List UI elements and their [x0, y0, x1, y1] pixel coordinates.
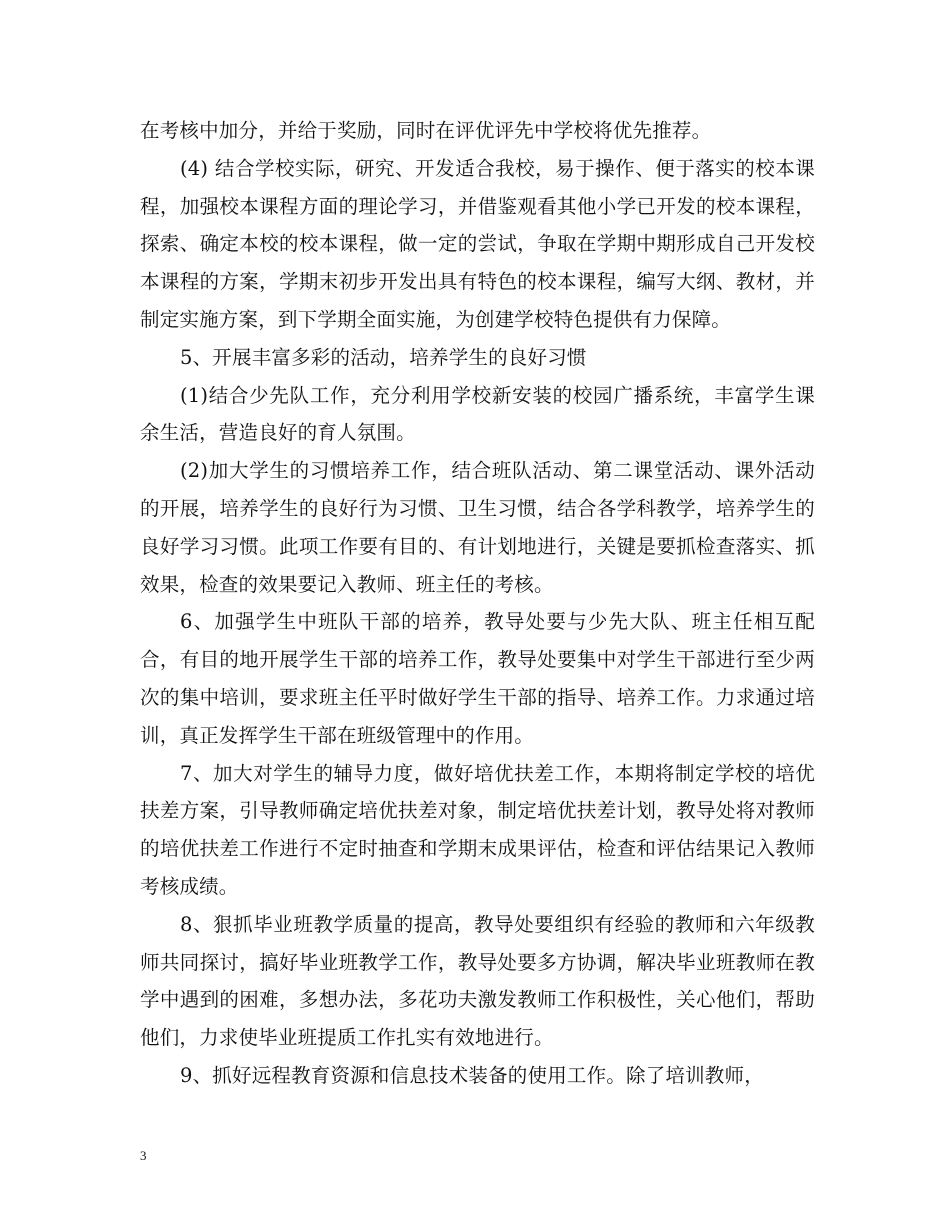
- paragraph-8: 8、狠抓毕业班教学质量的提高，教导处要组织有经验的教师和六年级教师共同探讨，搞好毕业班教学工作，教导处要多方协调，解决毕业班教师在教学中遇到的困难，多想办法，多花功夫激发教师工作积极性，关心他们，帮助他们，力求使毕业班提质工作扎实有效地进行。: [140, 912, 815, 1050]
- paragraph-7: 7、加大对学生的辅导力度，做好培优扶差工作，本期将制定学校的培优扶差方案，引导教师确定培优扶差对象，制定培优扶差计划，教导处将对教师的培优扶差工作进行不定时抽查和学期末成果评估，检查和评估结果记入教师考核成绩。: [140, 761, 815, 898]
- paragraph-5-2: (2)加大学生的习惯培养工作，结合班队活动、第二课堂活动、课外活动的开展，培养学生的良好行为习惯、卫生习惯，结合各学科教学，培养学生的良好学习习惯。此项工作要有目的、有计划地进行，关键是要抓检查落实、抓效果，检查的效果要记入教师、班主任的考核。: [140, 459, 815, 596]
- document-body: [140, 112, 815, 1095]
- paragraph-9: 9、抓好远程教育资源和信息技术装备的使用工作。除了培训教师，: [180, 1063, 764, 1087]
- page-number: 3: [140, 1148, 147, 1163]
- paragraph-5-heading: 5、开展丰富多彩的活动，培养学生的良好习惯: [180, 345, 587, 369]
- paragraph-5-1: (1)结合少先队工作，充分利用学校新安装的校园广播系统，丰富学生课余生活，营造良好的育人氛围。: [140, 383, 815, 445]
- paragraph-6: 6、加强学生中班队干部的培养，教导处要与少先大队、班主任相互配合，有目的地开展学生干部的培养工作，教导处要集中对学生干部进行至少两次的集中培训，要求班主任平时做好学生干部的指导、培养工作。力求通过培训，真正发挥学生干部在班级管理中的作用。: [140, 610, 815, 747]
- paragraph-4-school-curriculum: (4) 结合学校实际，研究、开发适合我校，易于操作、便于落实的校本课程，加强校本课程方面的理论学习，并借鉴观看其他小学已开发的校本课程，探索、确定本校的校本课程，做一定的尝试，争取在学期中期形成自己开发校本课程的方案，学期末初步开发出具有特色的校本课程，编写大纲、教材，并制定实施方案，到下学期全面实施，为创建学校特色提供有力保障。: [140, 156, 815, 331]
- paragraph-continuation: 在考核中加分，并给于奖励，同时在评优评先中学校将优先推荐。: [140, 119, 712, 142]
